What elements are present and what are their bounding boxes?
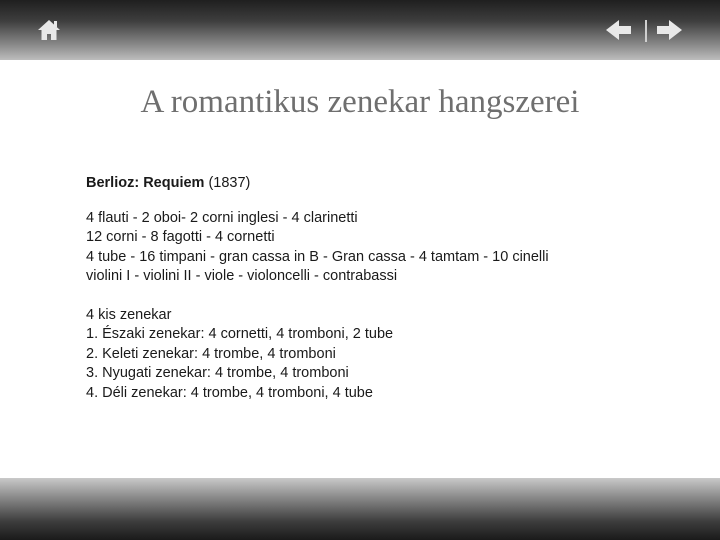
work-title: Berlioz: Requiem [86,175,205,191]
arrow-left-icon [604,18,632,42]
orchestra-line: 2. Keleti zenekar: 4 trombe, 4 tromboni [86,345,336,362]
orchestra-line: 4. Déli zenekar: 4 trombe, 4 tromboni, 4 tube [86,384,373,401]
slide-title: A romantikus zenekar hangszerei [140,84,580,120]
arrow-right-icon [656,18,684,42]
previous-slide-button[interactable] [604,18,632,42]
instrument-line: violini I - violini II - viole - violoncelli - contrabassi [86,268,398,284]
bottom-bar [0,478,720,540]
slide-body [86,174,686,422]
orchestra-line: 1. Északi zenekar: 4 cornetti, 4 tromboni, 2 tube [86,326,394,342]
small-orchestra-list [86,306,686,404]
home-icon [36,18,62,42]
top-bar [0,0,720,60]
orchestra-line: 3. Nyugati zenekar: 4 trombe, 4 tromboni [86,365,349,381]
instrument-line: 4 tube - 16 timpani - gran cassa in B - Gran cassa - 4 tamtam - 10 cinelli [86,248,549,265]
nav-separator [642,20,650,42]
home-button[interactable] [36,18,62,42]
instrument-line: 12 corni - 8 fagotti - 4 cornetti [86,229,275,245]
work-year: (1837) [204,175,251,191]
orchestra-line: 4 kis zenekar [86,306,172,323]
instrument-line: 4 flauti - 2 oboi- 2 corni inglesi - 4 clarinetti [86,209,358,226]
slide-navigation [604,18,688,42]
instrument-list [86,209,686,287]
next-slide-button[interactable] [656,18,684,42]
work-heading [86,174,686,194]
